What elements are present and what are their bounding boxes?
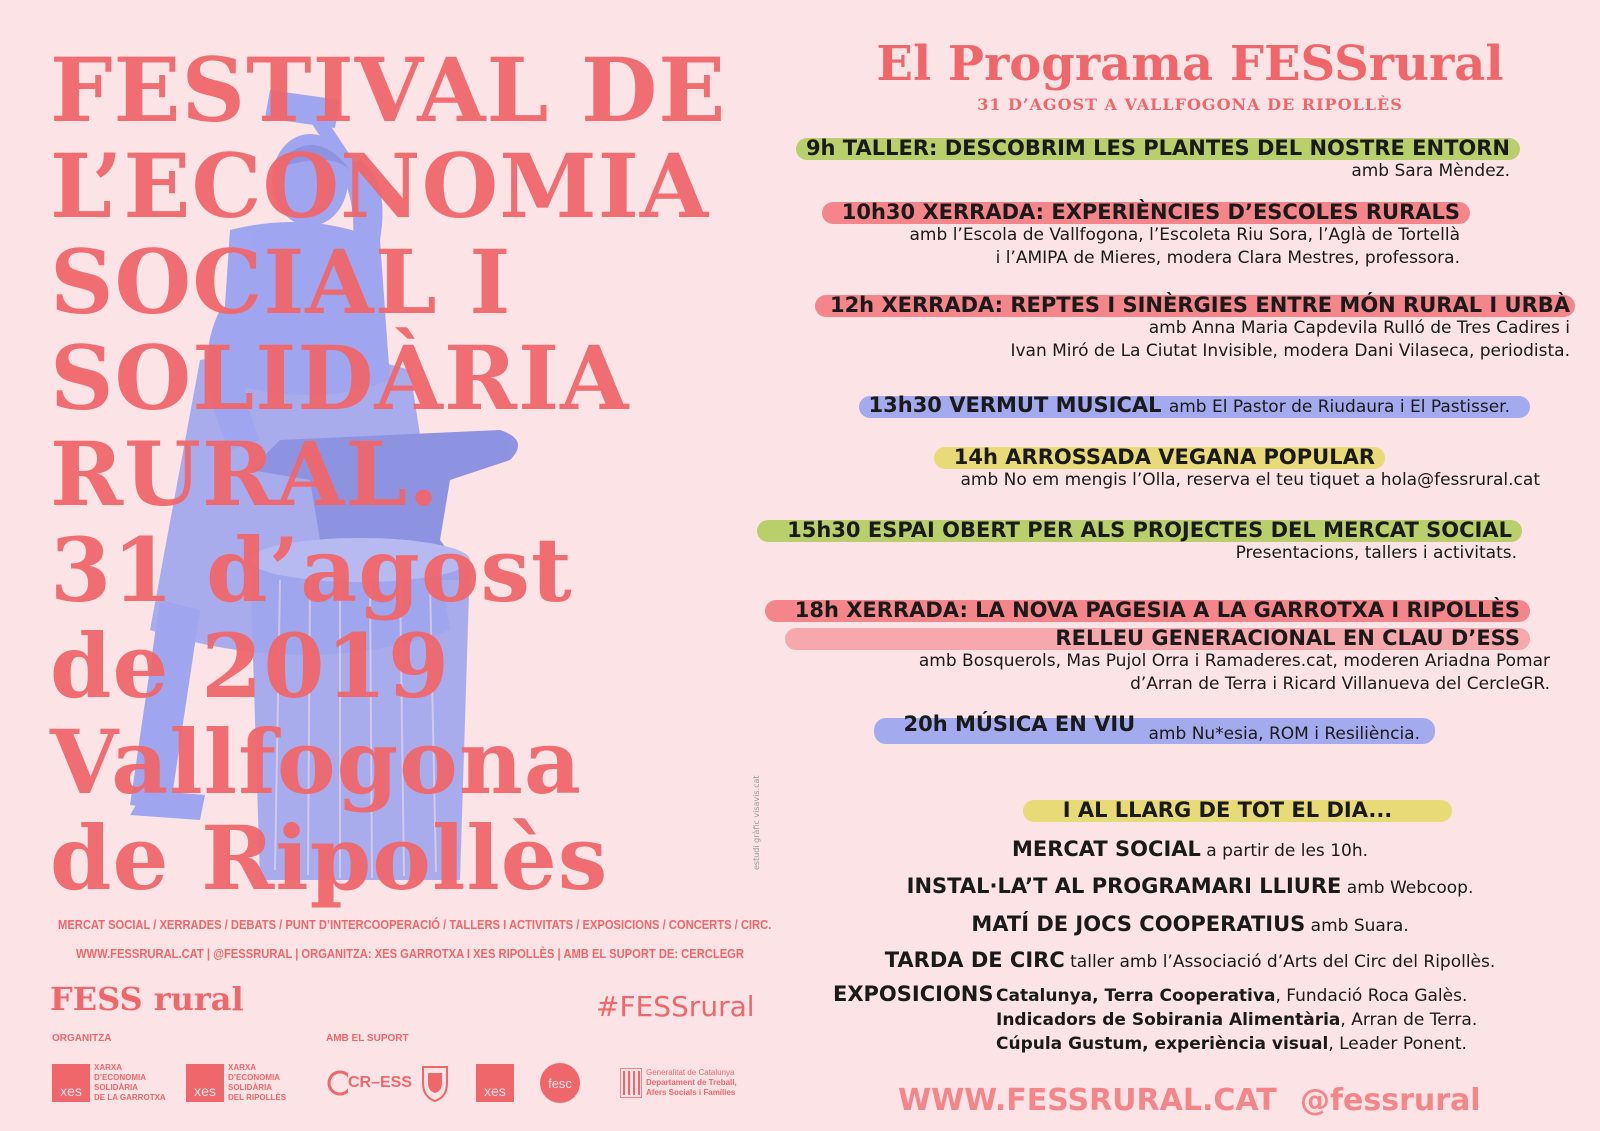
cr-ess-logo — [326, 1062, 412, 1104]
all-day-item-title: MATÍ DE JOCS COOPERATIUS — [971, 912, 1306, 936]
event-item — [903, 712, 1421, 744]
event-desc: Ivan Miró de La Ciutat Invisible, modera Dani Vilaseca, periodista. — [1010, 341, 1570, 361]
all-day-item-desc: amb Webcoop. — [1341, 878, 1474, 898]
title-line: 31 d’agost — [50, 518, 573, 622]
event-heading — [795, 598, 1520, 622]
all-day-item — [780, 874, 1600, 898]
fesc-logo — [540, 1062, 580, 1104]
all-day-title-wrap — [1063, 798, 1393, 822]
suport-label: AMB EL SUPORT — [326, 1033, 409, 1044]
website-link[interactable]: WWW.FESSRURAL.CAT — [898, 1083, 1277, 1118]
event-desc: amb Sara Mèndez. — [1351, 161, 1510, 181]
event-heading — [903, 712, 1421, 744]
xes-garrotxa-logo — [52, 1062, 166, 1104]
event-heading-text: 18h XERRADA: LA NOVA PAGESIA A LA GARROTXA I RIPOLLÈS — [794, 598, 1520, 622]
exhibition-item — [996, 1008, 1477, 1032]
cr-ess-icon — [326, 1068, 348, 1098]
event-heading-text: 13h30 VERMUT MUSICAL — [868, 393, 1162, 417]
all-day-item-desc: taller amb l’Associació d’Arts del Circ del Ripollès. — [1064, 952, 1496, 972]
logo-line: Generalitat de Catalunya — [646, 1068, 735, 1077]
exhibition-org: , Fundació Roca Galès. — [1275, 986, 1468, 1006]
event-desc: amb l’Escola de Vallfogona, l’Escoleta Riu Sora, l’Aglà de Tortellà — [909, 225, 1460, 245]
xes-ripolles-logo — [186, 1062, 286, 1104]
title-line: Vallfogona — [50, 710, 582, 814]
event-heading-text: 10h30 XERRADA: EXPERIÈNCIES D’ESCOLES RURALS — [841, 200, 1460, 224]
exhibition-title: Cúpula Gustum, experiència visual — [996, 1034, 1329, 1054]
all-day-item-desc: amb Suara. — [1305, 916, 1409, 936]
xes-ripolles-text — [228, 1063, 286, 1103]
event-desc: amb Anna Maria Capdevila Rulló de Tres Cadires i — [1148, 318, 1570, 338]
hashtag: #FESSrural — [596, 990, 755, 1023]
poster-left — [0, 0, 780, 1131]
organitza-label: ORGANITZA — [52, 1033, 112, 1044]
event-desc: Presentacions, tallers i activitats. — [1235, 543, 1517, 563]
program-panel — [780, 0, 1600, 1131]
event-heading-text: 20h MÚSICA EN VIU — [903, 712, 1136, 736]
municipal-shield-logo — [420, 1062, 450, 1104]
shield-icon — [420, 1063, 450, 1103]
event-item — [795, 598, 1550, 696]
title-line: FESTIVAL DE — [50, 38, 727, 142]
exhibition-item — [996, 1032, 1477, 1056]
event-heading — [830, 293, 1570, 317]
xes-garrotxa-text — [94, 1063, 166, 1103]
generalitat-text — [646, 1068, 737, 1098]
event-heading-text: RELLEU GENERACIONAL EN CLAU D’ESS — [1055, 626, 1520, 650]
xes-box: xes — [52, 1064, 90, 1102]
event-inline-desc: amb El Pastor de Riudaura i El Pastisser. — [1168, 397, 1510, 417]
title-line: L’ECONOMIA — [50, 134, 710, 238]
event-inline-desc: amb Nu*esia, ROM i Resiliència. — [1148, 724, 1420, 744]
logo-line: D’ECONOMIA — [94, 1073, 146, 1082]
title-line: SOLIDÀRIA — [50, 326, 630, 430]
exhibitions-list — [996, 984, 1477, 1056]
event-item — [954, 445, 1540, 492]
title-line: de 2019 — [50, 614, 451, 718]
all-day-item-title: INSTAL·LA’T AL PROGRAMARI LLIURE — [906, 874, 1342, 898]
festival-title — [50, 38, 770, 910]
brand-logo: FESS rural — [50, 980, 244, 1018]
all-day-item-desc: a partir de les 10h. — [1200, 841, 1369, 861]
logo-line: XARXA — [94, 1063, 123, 1072]
cr-ess-text: CR–ESS — [348, 1074, 413, 1091]
logo-line: XARXA — [228, 1063, 257, 1072]
program-subtitle: 31 D’AGOST A VALLFOGONA DE RIPOLLÈS — [977, 95, 1403, 114]
event-item — [806, 136, 1510, 183]
exhibition-org: , Arran de Terra. — [1340, 1010, 1478, 1030]
all-day-item — [780, 948, 1600, 972]
event-heading-text: 14h ARROSSADA VEGANA POPULAR — [953, 445, 1375, 469]
event-heading-text: 12h XERRADA: REPTES I SINÈRGIES ENTRE MÓN RURAL I URBÀ — [829, 293, 1570, 317]
logo-line: DEL RIPOLLÈS — [228, 1093, 287, 1102]
all-day-heading — [780, 798, 1600, 822]
contact-tagline: WWW.FESSRURAL.CAT | @FESSRURAL | ORGANITZA: XES GARROTXA I XES RIPOLLÈS | AMB EL SUPORT DE: CERCLEGR — [76, 946, 744, 961]
design-credit: estudi gràfic visavis.cat — [752, 775, 761, 870]
event-heading — [954, 445, 1375, 469]
event-item — [787, 518, 1517, 565]
senyera-icon — [620, 1068, 642, 1098]
logo-line: SOLIDÀRIA — [228, 1083, 272, 1092]
generalitat-logo — [620, 1062, 737, 1104]
event-heading-2 — [795, 626, 1520, 650]
event-item — [830, 293, 1570, 363]
exhibition-title: Indicadors de Sobirania Alimentària — [996, 1010, 1341, 1030]
event-item — [842, 200, 1460, 270]
logo-line: Afers Socials i Famílies — [646, 1088, 736, 1097]
social-handle[interactable]: @fessrural — [1300, 1083, 1481, 1118]
fesc-circle: fesc — [540, 1063, 580, 1103]
xes-small-logo — [476, 1062, 514, 1104]
event-heading — [787, 518, 1512, 542]
event-desc: amb No em mengis l’Olla, reserva el teu tiquet a hola@fessrural.cat — [960, 470, 1540, 490]
logo-line: SOLIDÀRIA — [94, 1083, 138, 1092]
event-heading — [869, 393, 1510, 417]
event-desc: amb Bosquerols, Mas Pujol Orra i Ramaderes.cat, moderen Ariadna Pomar — [918, 651, 1550, 671]
title-line: SOCIAL I — [50, 230, 512, 334]
event-item — [869, 393, 1510, 417]
event-heading-text: 9h TALLER: DESCOBRIM LES PLANTES DEL NOSTRE ENTORN — [805, 136, 1510, 160]
all-day-item — [780, 837, 1600, 861]
event-heading-text: 15h30 ESPAI OBERT PER ALS PROJECTES DEL MERCAT SOCIAL — [787, 518, 1512, 542]
event-desc: d’Arran de Terra i Ricard Villanueva del CercleGR. — [1130, 674, 1550, 694]
xes-box: xes — [186, 1064, 224, 1102]
all-day-title: I AL LLARG DE TOT EL DIA... — [1062, 798, 1393, 822]
xes-box: xes — [476, 1064, 514, 1102]
logo-line: D’ECONOMIA — [228, 1073, 280, 1082]
all-day-item — [780, 912, 1600, 936]
activities-tagline: MERCAT SOCIAL / XERRADES / DEBATS / PUNT D’INTERCOOPERACIÓ / TALLERS I ACTIVITATS / EXPOSICIONS / CONCERTS / CIRC. — [58, 917, 772, 932]
title-line: de Ripollès — [50, 806, 609, 910]
all-day-item-title: TARDA DE CIRC — [884, 948, 1065, 972]
event-heading — [806, 136, 1510, 160]
exhibition-title: Catalunya, Terra Cooperativa — [996, 986, 1276, 1006]
logo-line: DE LA GARROTXA — [94, 1093, 166, 1102]
exhibition-org: , Leader Ponent. — [1328, 1034, 1467, 1054]
event-heading — [842, 200, 1460, 224]
program-title: El Programa FESSrural — [876, 36, 1504, 92]
event-desc: i l’AMIPA de Mieres, modera Clara Mestres, professora. — [995, 248, 1460, 268]
exhibitions-label: EXPOSICIONS — [833, 982, 994, 1006]
all-day-item-title: MERCAT SOCIAL — [1011, 837, 1201, 861]
exhibition-item — [996, 984, 1477, 1008]
title-line: RURAL. — [50, 422, 440, 526]
logo-line: Departament de Treball, — [646, 1078, 737, 1087]
